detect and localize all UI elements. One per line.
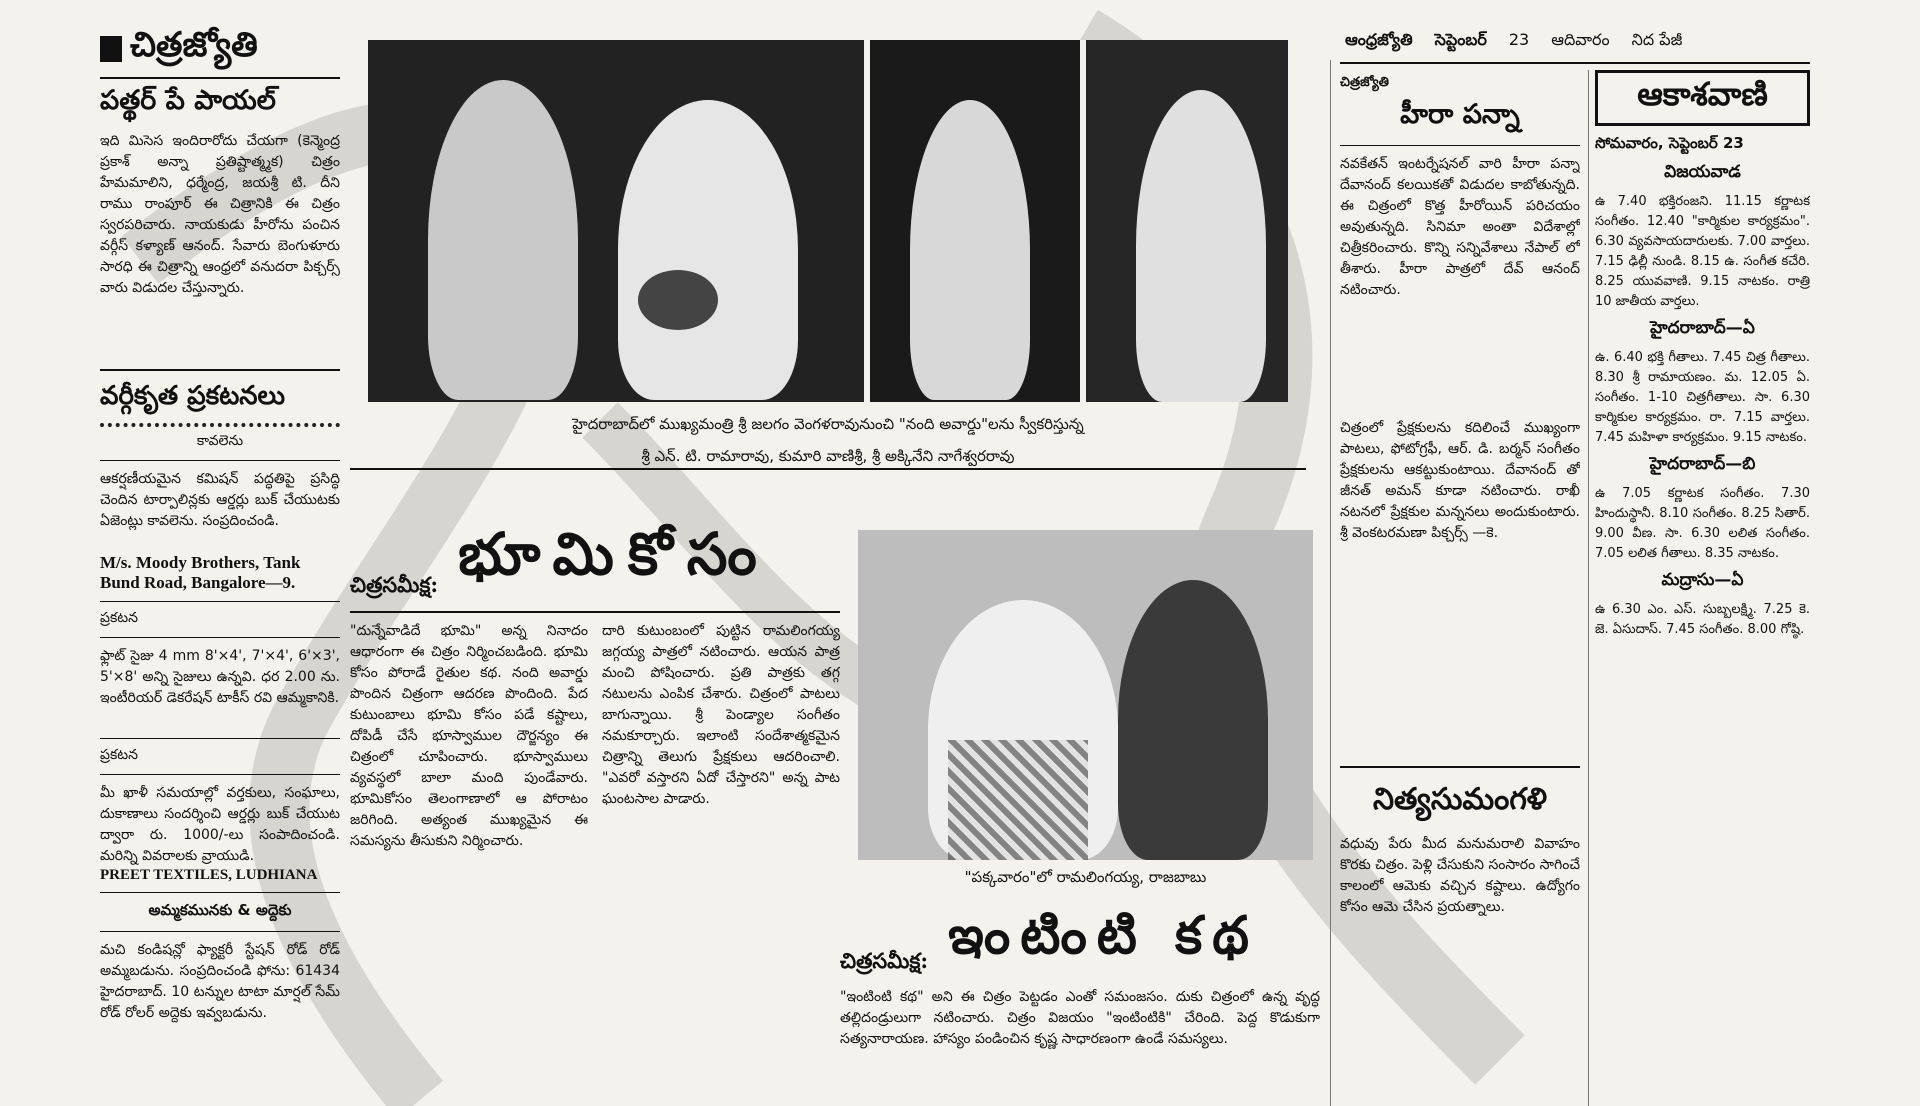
sale-body: మచి కండిషన్లో ఫ్యాక్టరీ స్టేషన్ రోడ్ రోడ్ అమ్మబడును. సంప్రదించండి ఫోను: 61434 హైదరాబాద్. 10 టన్నుల టాటా మార్షల్ సేమ్ రోడ్ రోలర్ అద్దెకు ఇవ్వబడును. [100, 942, 340, 1021]
dotted-rule [100, 423, 340, 427]
wanted-body: ఆకర్షణీయమైన కమిషన్ పద్ధతిపై ప్రసిద్ధి చెందిన టార్పాలిన్లకు ఆర్డర్లు బుక్ చేయుటకు ఏజెంట్లు కావలెను. సంప్రదించండి. [100, 471, 340, 529]
review-columns [350, 621, 840, 852]
station-schedule: ఉ. 6.40 భక్తి గీతాలు. 7.45 చిత్ర గీతాలు. 8.30 శ్రీ రామాయణం. మ. 12.05 ఏ. సంగీతం. 1-10 చిత్రగీతాలు. సా. 6.30 కార్మికుల కార్యక్రమం. రా. 7.15 వార్తలు. 7.45 మహిళా కార్యక్రమం. 9.15 నాటకం. [1595, 350, 1810, 445]
divider [100, 601, 340, 602]
article-heading: హీరా పన్నా [1400, 99, 1520, 130]
station-schedule: ఉ 7.40 భక్తిరంజని. 11.15 కర్ణాటక సంగీతం. 12.40 "కార్మికుల కార్యక్రమం". 6.30 వ్యవసాయదారులకు. 7.00 వార్తలు. 7.15 ఢిల్లీ నుండి. 8.15 ఉ. సంగీత కచేరి. 8.25 యువవాణి. 9.15 నాటకం. రాత్రి 10 జాతీయ వార్తలు. [1595, 194, 1810, 309]
review-bhoomikosam [350, 520, 840, 1106]
caption-line: శ్రీ ఎన్. టి. రామారావు, కుమారి వాణిశ్రీ, శ్రీ అక్కినేని నాగేశ్వరరావు [641, 447, 1015, 465]
akashavani-schedule [1595, 70, 1810, 1106]
photo-figure [1136, 90, 1266, 402]
station-name: మద్రాసు—ఏ [1661, 570, 1744, 590]
pakkavaram-photo-caption: "పక్కవారం"లో రామలింగయ్య, రాజబాబు [964, 868, 1207, 886]
wanted-label: కావలెను [196, 433, 244, 449]
divider [350, 468, 1306, 470]
article-body: చిత్రంలో ప్రేక్షకులను కదిలించే ముఖ్యంగా పాటలు, ఫోటోగ్రఫీ, ఆర్. డి. బర్మన్ సంగీతం ప్రేక్షకులను ఆకట్టుకుంటాయి. దేవానంద్ తో జీనత్ అమన్ కూడా నటించారు. రాఖీ నటనలో ప్రేక్షకుల మన్ననలు అందుకుంటారు. శ్రీ వెంకటరమణా పిక్చర్స్ —కె. [1340, 420, 1580, 541]
review-header [350, 520, 840, 603]
divider [100, 931, 340, 932]
left-column [100, 25, 340, 1106]
divider [100, 774, 340, 775]
masthead-block-icon [100, 36, 122, 62]
station-name: హైదరాబాద్—బి [1649, 454, 1756, 474]
divider [100, 460, 340, 461]
divider [100, 892, 340, 893]
photo-texture [948, 740, 1088, 860]
divider [350, 611, 840, 613]
masthead-title: చిత్రజ్యోతి [130, 25, 258, 65]
article-body: ఇది మిసెస ఇందిరారోదు చేయగా (కెన్మెంద్ర ప్రకాశ్ అన్నా ప్రతిష్టాత్మ్మక) చిత్రం హేమమాలిని, ధర్మేంద్ర, జయశ్రీ టి. దీని రాము రాంపూర్ ఈ చిత్రానికి ఈ చిత్రం స్వరపరిచారు. నాయకుడు హీరోను పంచిన వర్గీస్ కళ్యాణ్ ఆనంద్. సేవారు బెంగుళూరు సారధి ఈ చిత్రాన్ని ఆంధ్రలో వనుదరా పిక్చర్స్ వారు విడుదల చేస్తున్నారు. [100, 133, 340, 296]
divider [1340, 766, 1580, 768]
column-separator [1588, 70, 1589, 1106]
photo-figure [910, 100, 1030, 400]
award-photo-montage [368, 40, 1288, 402]
caption-line: హైదరాబాద్‌లో ముఖ్యమంత్రి శ్రీ జలగం వెంగళరావునుంచి "నంది అవార్డు"లను స్వీకరిస్తున్న [572, 415, 1084, 433]
article-body: నవకేతన్ ఇంటర్నేషనల్ వారి హీరా పన్నా దేవానంద్ కలయికతో విడుదల కాబోతున్నది. ఈ చిత్రంలో కొత్త హీరోయిన్ పరిచయం అవుతున్నది. సినిమా అంతా విదేశాల్లో చిత్రీకరించారు. కొన్ని సన్నివేశాలు నేపాల్ లో తీశారు. హీరా పాత్రలో దేవ్ ఆనంద్ నటించారు. [1340, 156, 1580, 298]
review-section-tag: చిత్రసమీక్ష: [840, 948, 929, 973]
photo-panel-3 [1086, 40, 1288, 402]
notice-body-1: ఫ్లాట్ సైజు 4 mm 8'×4', 7'×4', 6'×3', 5'×8' అన్ని సైజులు ఉన్నవి. ధర 2.00 ను. ఇంటీరియర్ డెకరేషన్ టాకీస్ రవి ఆమ్మకానికి. [100, 648, 340, 706]
station-name: విజయవాడ [1664, 162, 1741, 182]
photo-panel-1 [368, 40, 864, 402]
sale-label: అమ్మకమునకు & అద్దెకు [148, 901, 292, 919]
station-schedule: ఉ 7.05 కర్ణాటక సంగీతం. 7.30 హిందుస్థానీ. 8.10 సంగీతం. 8.25 సితార్. 9.00 వీణ. సా. 6.30 లలిత సంగీతం. 7.05 లలిత గీతాలు. 8.35 నాటకం. [1595, 486, 1810, 561]
article-heading: నిత్యసుమంగళి [1372, 782, 1548, 817]
review-title: ఇంటింటి కథ [948, 905, 1259, 966]
divider [1340, 62, 1810, 64]
radio-date: సోమవారం, సెప్టెంబర్ 23 [1595, 134, 1744, 152]
article-body: వధువు పేరు మీద మనుమరాలి వివాహం కొరకు చిత్రం. పెళ్లి చేసుకుని సంసారం సాగించే కాలంలో ఆమెకు వచ్చిన కష్టాలు. ఉద్యోగం కోసం ఆమె చేసిన ప్రయత్నాలు. [1340, 836, 1580, 915]
pakkavaram-photo [858, 530, 1313, 860]
column-separator [1330, 60, 1331, 1106]
award-plate [638, 270, 718, 330]
radio-title: ఆకాశవాణి [1595, 70, 1810, 126]
review-section-tag: చిత్రసమీక్ష: [350, 572, 439, 597]
hira-panna-article [1340, 75, 1580, 1106]
classifieds-title: వర్గీకృత ప్రకటనలు [100, 381, 285, 411]
divider [100, 637, 340, 638]
review-body: "ఇంటింటి కథ" అని ఈ చిత్రం పెట్టడం ఎంతో సమంజసం. దుకు చిత్రంలో ఉన్న వృద్ధ తల్లిదండ్రులుగా నటించారు. చిత్రం విజయం "ఇంటింటికి" చేరింది. పెద్ద కొడుకుగా సత్యనారాయణ. హాస్యం పండించిన కృష్ణ సాధారణంగా ఉండే సమస్యలు. [840, 989, 1320, 1047]
paper-name: ఆంధ్రజ్యోతి [1345, 30, 1413, 49]
notice-body-2: మీ ఖాళీ సమయాల్లో వర్తకులు, సంఘాలు, దుకాణాలు సందర్శించి ఆర్డర్లు బుక్ చేయుట ద్వారా రు. 1000/-లు సంపాదించండి. మరిన్ని వివరాలకు వ్రాయుడి. [100, 785, 340, 864]
divider [100, 738, 340, 739]
header-weekday: ఆదివారం [1551, 30, 1610, 49]
photo-figure [618, 100, 798, 400]
notice-label-1: ప్రకటన [100, 610, 138, 626]
moody-brothers-address: M/s. Moody Brothers, Tank Bund Road, Bangalore—9. [100, 553, 301, 592]
photo-figure [428, 80, 578, 400]
review-text-col-2: దారి కుటుంబంలో పుట్టిన రామలింగయ్య జగ్గయ్య పాత్రలో నటించారు. ఆయన పాత్ర మంచి పోషించారు. ప్రతి పాత్రకు తగ్గ నటులను ఎంపిక చేశారు. చిత్రంలో పాటలు బాగున్నాయి. శ్రీ పెండ్యాల సంగీతం నమకూర్చారు. ఇలాంటి సందేశాత్మకమైన చిత్రాన్ని తెలుగు ప్రేక్షకులు ఆదరించాలి. "ఎవరో వస్తారని ఏదో చేస్తారని" అన్న పాట ఘంటసాల పాడారు. [602, 623, 840, 807]
article-headline: పత్థర్ పే పాయల్ [100, 85, 276, 116]
station-schedule: ఉ 6.30 ఎం. ఎస్. సుబ్బలక్ష్మి. 7.25 కె. జె. ఏసుదాస్. 7.45 సంగీతం. 8.00 గోష్ఠి. [1595, 602, 1810, 637]
divider [1340, 145, 1580, 146]
preet-textiles-address: PREET TEXTILES, LUDHIANA [100, 867, 318, 883]
divider [100, 369, 340, 371]
notice-label-2: ప్రకటన [100, 747, 138, 763]
review-text-col-1: "దున్నేవాడిదే భూమి" అన్న నినాదం ఆధారంగా ఈ చిత్రం నిర్మించబడింది. భూమి కోసం పోరాడే రైతుల కథ. నంది అవార్డు పొందిన చిత్రంగా ఆదరణ పొందింది. పేద కుటుంబాలు భూమి కోసం పడే కష్టాలు, దోపిడీ చేసే భూస్వాముల దౌర్జన్యం ఈ చిత్రంలో చూపించారు. భూస్వాములు వ్యవస్థలో బాలా మంది పుండేవారు. భూమికోసం తెలంగాణాలో ఆ పోరాటం జరిగింది. అత్యంత ముఖ్యమైన ఈ సమస్యను తీసుకుని నిర్మించారు. [350, 623, 588, 849]
photo-panel-2 [870, 40, 1080, 402]
divider [100, 77, 340, 79]
station-name: హైదరాబాద్—ఏ [1650, 318, 1755, 338]
article-tag: చిత్రజ్యోతి [1340, 75, 1389, 90]
header-month: సెప్టెంబర్ [1434, 30, 1487, 49]
masthead [100, 25, 340, 73]
award-photo-caption [368, 415, 1288, 469]
review-title: భూమికోసం [458, 520, 771, 588]
page-header [1345, 30, 1805, 53]
review-header [840, 905, 1320, 979]
header-page: నిద పేజీ [1631, 30, 1683, 49]
header-day: 23 [1508, 30, 1530, 49]
photo-figure [1118, 580, 1268, 860]
review-intinti-katha [840, 905, 1320, 1106]
